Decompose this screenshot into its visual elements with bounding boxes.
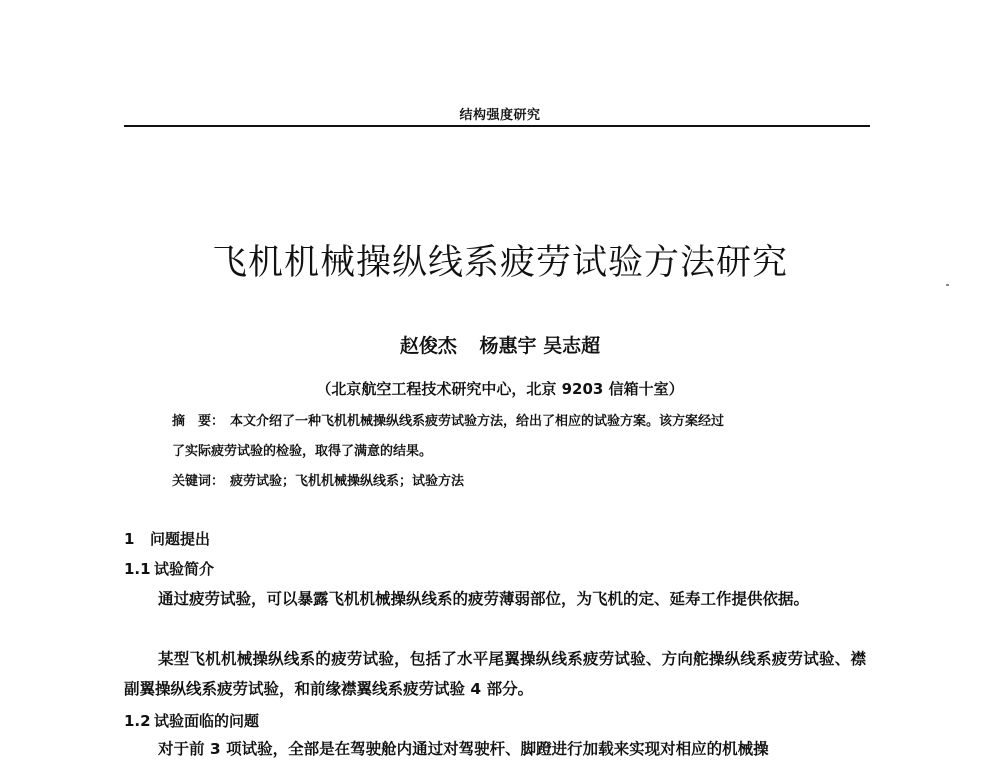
body-paragraph-1: 通过疲劳试验，可以暴露飞机机械操纵线系的疲劳薄弱部位，为飞机的定、延寿工作提供依据。: [158, 590, 810, 608]
author-name: 杨惠宇 吴志超: [479, 335, 601, 357]
abstract-line-1: [172, 410, 724, 429]
abstract-label: 摘 要：: [172, 414, 225, 429]
header-rule: [124, 125, 870, 127]
section-title: 问题提出: [150, 530, 211, 548]
body-paragraph-2: 某型飞机机械操纵线系的疲劳试验，包括了水平尾翼操纵线系疲劳试验、方向舵操纵线系疲劳试验、襟副翼操纵线系疲劳试验，和前缘襟翼线系疲劳试验 4 部分。: [124, 650, 866, 698]
abstract-text-2: 了实际疲劳试验的检验，取得了满意的结果。: [172, 444, 433, 459]
section-heading-1: [124, 528, 210, 549]
section-title: 试验简介: [154, 560, 215, 578]
keywords-text: 疲劳试验；飞机机械操纵线系；试验方法: [230, 474, 465, 489]
keywords-label: 关键词：: [172, 474, 225, 489]
section-title: 试验面临的问题: [154, 712, 260, 730]
author-list: [0, 331, 1000, 358]
affiliation: （北京航空工程技术研究中心，北京 9203 信箱十室）: [316, 380, 684, 398]
scan-speck: [946, 284, 949, 286]
author-name: 赵俊杰: [399, 335, 457, 357]
subsection-heading-1-2: [124, 710, 259, 731]
paper-title: 飞机机械操纵线系疲劳试验方法研究: [211, 243, 788, 283]
running-head: 结构强度研究: [459, 108, 541, 123]
section-number: 1: [124, 530, 135, 548]
section-number: 1.1: [124, 560, 151, 578]
subsection-heading-1-1: [124, 558, 214, 579]
abstract-text-1: 本文介绍了一种飞机机械操纵线系疲劳试验方法，给出了相应的试验方案。该方案经过: [230, 414, 725, 429]
section-number: 1.2: [124, 712, 151, 730]
keywords-line: [172, 470, 464, 489]
body-paragraph-3: 对于前 3 项试验，全部是在驾驶舱内通过对驾驶杆、脚蹬进行加载来实现对相应的机械操: [158, 740, 769, 758]
abstract-line-2: [172, 440, 432, 459]
